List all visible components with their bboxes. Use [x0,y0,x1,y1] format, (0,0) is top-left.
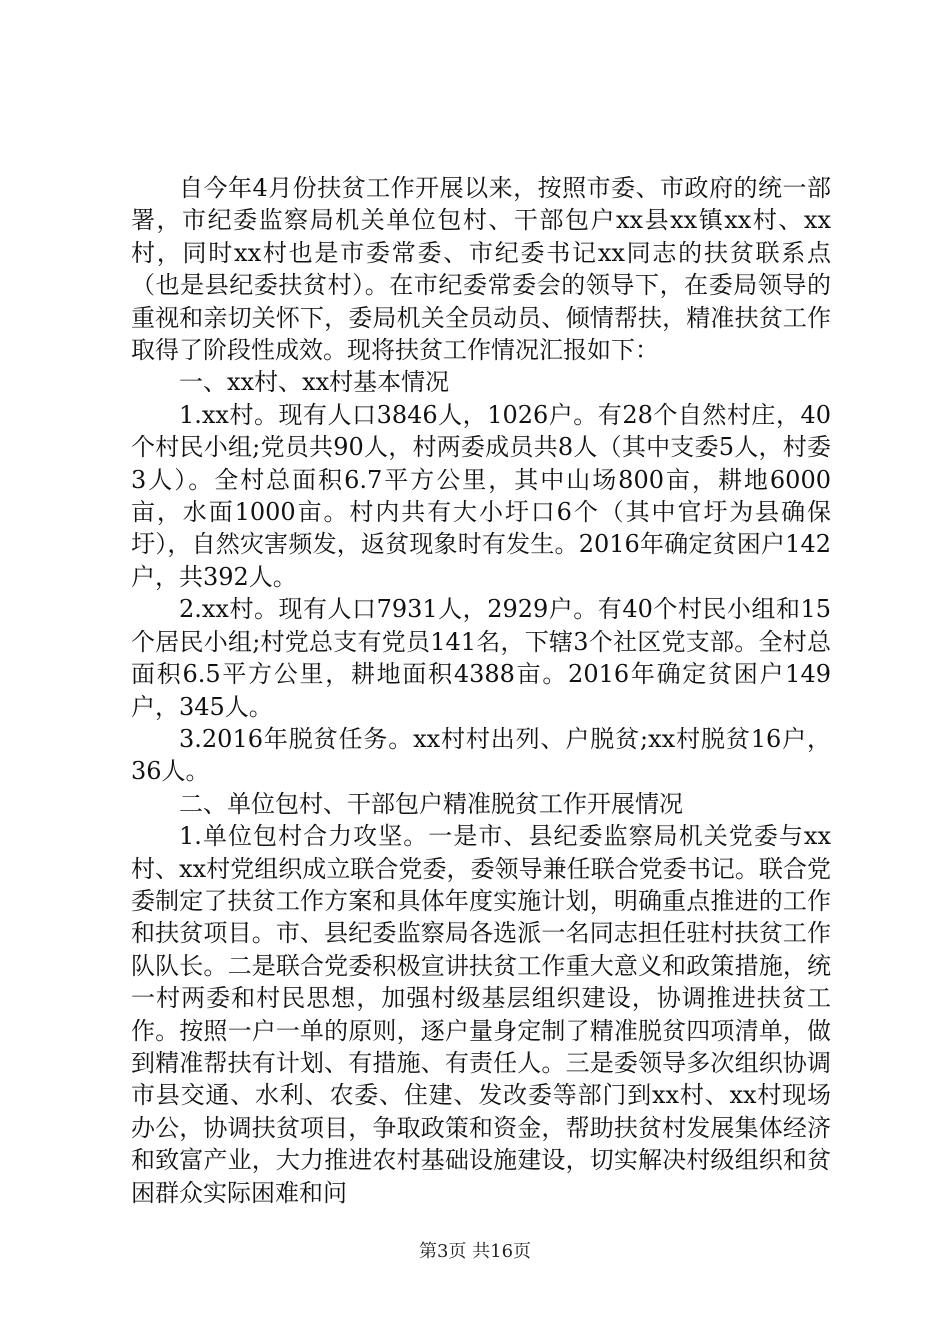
village-1-paragraph: 1.xx村。现有人口3846人，1026户。有28个自然村庄，40个村民小组;党员共90人，村两委成员共8人（其中支委5人，村委3人）。全村总面积6.7平方公里，其中山场800亩，耕地6000亩，水面1000亩。村内共有大小圩口6个（其中官圩为县确保圩），自然灾害频发，返贫现象时有发生。2016年确定贫困户142户，共392人。 [131,400,831,591]
intro-paragraph: 自今年4月份扶贫工作开展以来，按照市委、市政府的统一部署，市纪委监察局机关单位包村、干部包户xx县xx镇xx村、xx村，同时xx村也是市委常委、市纪委书记xx同志的扶贫联系点（也是县纪委扶贫村）。在市纪委常委会的领导下，在委局领导的重视和亲切关怀下，委局机关全员动员、倾情帮扶，精准扶贫工作取得了阶段性成效。现将扶贫工作情况汇报如下： [131,174,831,365]
village-2-paragraph: 2.xx村。现有人口7931人，2929户。有40个村民小组和15个居民小组;村党总支有党员141名，下辖3个社区党支部。全村总面积6.5平方公里，耕地面积4388亩。2016年确定贫困户149户，345人。 [131,595,831,721]
section-heading-1: 一、xx村、xx村基本情况 [179,368,450,397]
task-paragraph: 3.2016年脱贫任务。xx村村出列、户脱贫;xx村脱贫16户，36人。 [131,724,831,786]
document-body [131,172,831,1209]
unit-paragraph: 1.单位包村合力攻坚。一是市、县纪委监察局机关党委与xx村、xx村党组织成立联合党委，委领导兼任联合党委书记。联合党委制定了扶贫工作方案和具体年度实施计划，明确重点推进的工作和扶贫项目。市、县纪委监察局各选派一名同志担任驻村扶贫工作队队长。二是联合党委积极宣讲扶贫工作重大意义和政策措施，统一村两委和村民思想，加强村级基层组织建设，协调推进扶贫工作。按照一户一单的原则，逐户量身定制了精准脱贫四项清单，做到精准帮扶有计划、有措施、有责任人。三是委领导多次组织协调市县交通、水利、农委、住建、发改委等部门到xx村、xx村现场办公，协调扶贫项目，争取政策和资金，帮助扶贫村发展集体经济和致富产业，大力推进农村基础设施建设，切实解决村级组织和贫困群众实际困难和问 [131,822,831,1207]
page-footer: 第3页 共16页 [418,1241,532,1262]
section-heading-2: 二、单位包村、干部包户精准脱贫工作开展情况 [179,789,683,818]
